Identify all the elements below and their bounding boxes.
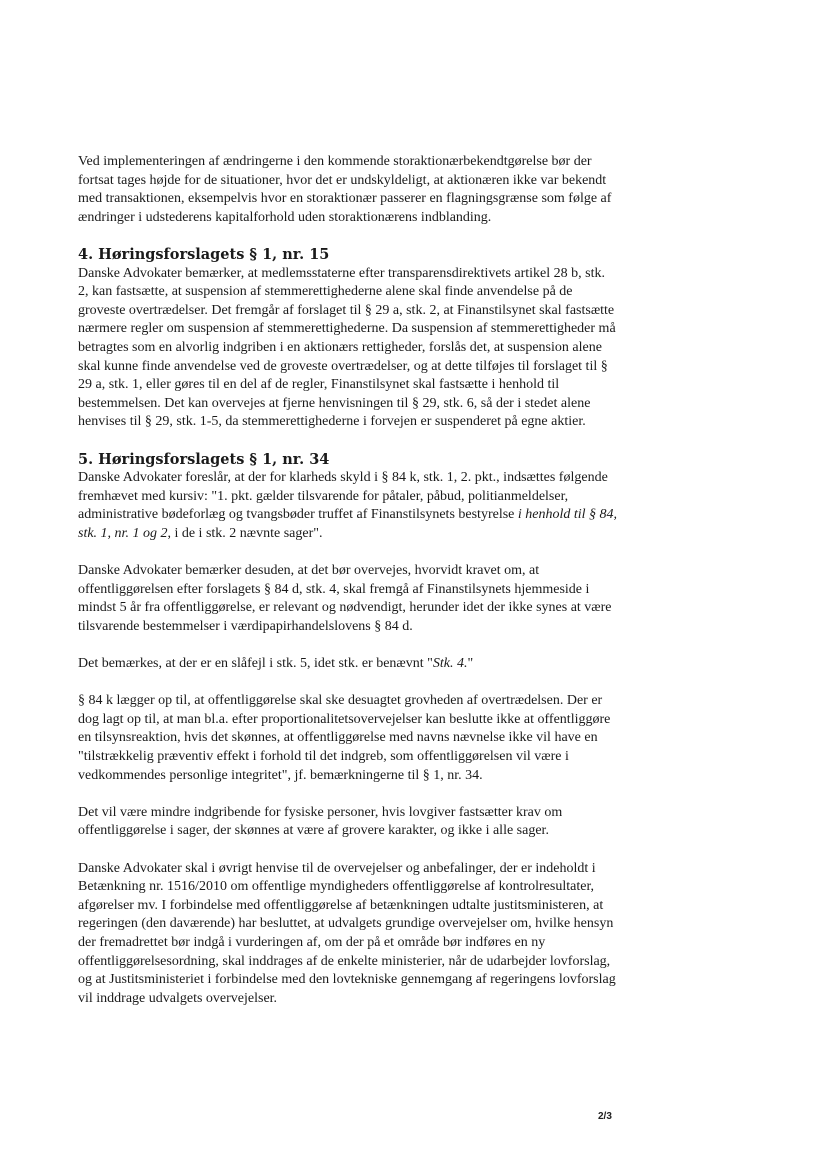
text-run: , i de i stk. 2 nævnte sager".: [167, 525, 323, 541]
text-run: Danske Advokater foreslår, at der for klarheds skyld i § 84 k, stk. 1, 2. pkt., indsættes følgende fremhævet med kursiv: "1. pkt. gælder tilsvarende for påtaler, påbud, politianmeldelser, administrative bødeforlæg og tvangsbøder truffet af Finanstilsynets bestyrelse: [78, 470, 608, 523]
section-5-paragraph-4: § 84 k lægger op til, at offentliggørelse skal ske desuagtet grovheden af overtrædelsen. Der er dog lagt op til, at man bl.a. efter proportionalitetsovervejelser kan beslutte ikke at offentliggøre en tilsynsreaktion, hvis det skønnes, at offentliggørelse med navns nævnelse ikke vil have en "tilstrækkelig præventiv effekt i forhold til det indgreb, som offentliggørelsen vil være i vedkommendes personlige integritet", jf. bemærkningerne til § 1, nr. 34.: [78, 693, 611, 783]
italic-text-run: i henhold til § 84, stk. 1, nr. 1 og 2: [78, 507, 618, 541]
text-run: ": [467, 656, 474, 672]
document-body: [78, 153, 618, 1027]
section-5-paragraph-1: [78, 469, 618, 543]
section-5-paragraph-2: Danske Advokater bemærker desuden, at det bør overvejes, hvorvidt kravet om, at offentliggørelsen efter forslagets § 84 d, stk. 4, skal fremgå af Finanstilsynets hjemmeside i mindst 5 år fra offentliggørelse, er relevant og nødvendigt, herunder idet der ikke synes at være tilsvarende bestemmelser i værdipapirhandelslovens § 84 d.: [78, 563, 612, 634]
italic-text-run: Stk. 4.: [432, 656, 468, 672]
section-4-heading: 4. Høringsforslagets § 1, nr. 15: [78, 245, 330, 263]
section-5-heading: 5. Høringsforslagets § 1, nr. 34: [78, 450, 330, 468]
text-run: Det bemærkes, at der er en slåfejl i stk. 5, idet stk. er benævnt ": [78, 656, 433, 672]
page-number: 2/3: [598, 1111, 612, 1122]
section-5-paragraph-5: Det vil være mindre indgribende for fysiske personer, hvis lovgiver fastsætter krav om offentliggørelse i sager, der skønnes at være af grovere karakter, og ikke i alle sager.: [78, 804, 563, 839]
section-4-paragraph: Danske Advokater bemærker, at medlemsstaterne efter transparensdirektivets artikel 28 b, stk. 2, kan fastsætte, at suspension af stemmerettighederne alene skal finde anvendelse på de groveste overtrædelser. Det fremgår af forslaget til § 29 a, stk. 2, at Finanstilsynet skal fastsætte nærmere regler om suspension af stemmerettighederne. Da suspension af stemmerettigheder må betragtes som en alvorlig indgriben i en aktionærs rettigheder, forslås det, at suspension alene skal kunne finde anvendelse ved de groveste overtrædelser, og at dette tilføjes til forslaget til § 29 a, stk. 1, eller gøres til en del af de regler, Finanstilsynet skal fastsætte i henhold til bestemmelsen. Det kan overvejes at fjerne henvisningen til § 29, stk. 6, så der i stedet alene henvises til § 29, stk. 1-5, da stemmerettighederne i forvejen er suspenderet på egne aktier.: [78, 265, 616, 430]
intro-paragraph: Ved implementeringen af ændringerne i den kommende storaktionærbekendtgørelse bør der fortsat tages højde for de situationer, hvor det er undskyldeligt, at aktionæren ikke var bekendt med transaktionen, eksempelvis hvor en storaktionær passerer en flagningsgrænse som følge af ændringer i udstederens kapitalforhold uden storaktionærens indblanding.: [78, 154, 612, 225]
section-5-paragraph-3: [78, 655, 618, 674]
section-5-paragraph-6: Danske Advokater skal i øvrigt henvise til de overvejelser og anbefalinger, der er indeholdt i Betænkning nr. 1516/2010 om offentlige myndigheders offentliggørelse af kontrolresultater, afgørelser mv. I forbindelse med offentliggørelse af betænkningen udtalte justitsministeren, at regeringen (den daværende) har besluttet, at udvalgets grundige overvejelser om, hvilke hensyn der fremadrettet bør indgå i vurderingen af, om der på et område bør indføres en ny offentliggørelsesordning, skal inddrages af de enkelte ministerier, når de udarbejder lovforslag, og at Justitsministeriet i forbindelse med den lovtekniske gennemgang af regeringens lovforslag vil inddrage udvalgets overvejelser.: [78, 860, 616, 1006]
